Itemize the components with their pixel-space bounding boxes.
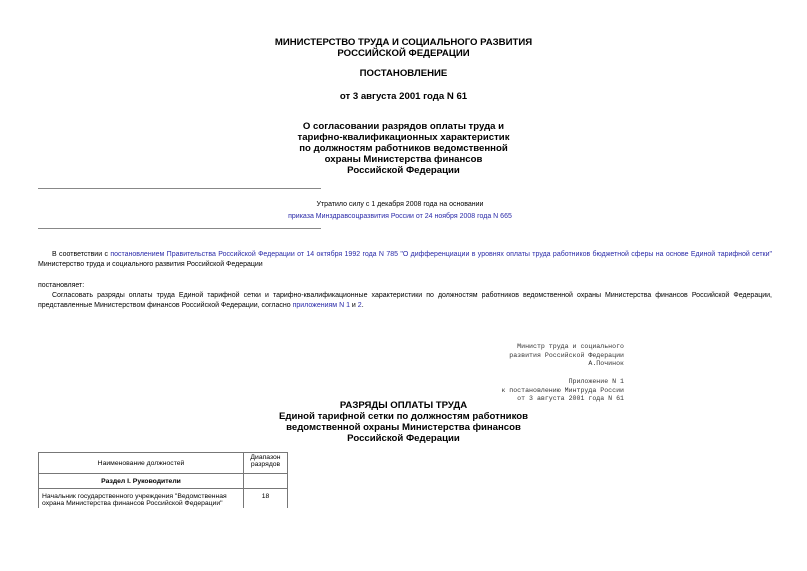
doc-subject — [0, 121, 807, 176]
subject-line-4: охраны Министерства финансов — [324, 154, 483, 165]
subject-line-3: по должностям работников ведомственной — [299, 143, 508, 154]
col-header-range — [244, 453, 288, 474]
position-range: 18 — [244, 489, 288, 509]
status-link[interactable]: приказа Минздравсоцразвития России от 24 ноября 2008 года N 665 — [288, 212, 512, 220]
resolution-text: Согласовать разряды оплаты труда Единой тарифной сетки и тарифно-квалификационные характеристики по должностям работников ведомственной охраны Министерства финансов Российской Федерации, представленные Министерством финансов Российской Федерации, согласно — [38, 292, 772, 309]
col-header-positions: Наименование должностей — [39, 453, 244, 474]
status-line: Утратило силу с 1 декабря 2008 года на основании — [316, 201, 484, 208]
ministry-line-1: МИНИСТЕРСТВО ТРУДА И СОЦИАЛЬНОГО РАЗВИТИЯ — [274, 37, 533, 48]
doc-date: от 3 августа 2001 года N 61 — [339, 91, 468, 102]
section-heading: Раздел I. Руководители — [39, 474, 244, 489]
appendix-title-line-4: Российской Федерации — [347, 433, 460, 444]
resolution-end: . — [361, 301, 364, 309]
section-empty-cell — [244, 474, 288, 489]
resolves-label: постановляет: — [38, 282, 85, 289]
subject-line-1: О согласовании разрядов оплаты труда и — [302, 121, 505, 132]
doc-type: ПОСТАНОВЛЕНИЕ — [359, 68, 448, 79]
appendix-2-link[interactable]: 2 — [357, 301, 362, 309]
ranks-table-wrapper — [38, 452, 288, 512]
preamble-prefix: В соответствии с — [52, 251, 111, 258]
position-name-line-2: охрана Министерства финансов Российской Федерации" — [42, 500, 223, 507]
appendix-title-line-3: ведомственной охраны Министерства финансов — [286, 422, 521, 433]
appendix-ref-line-2: к постановлению Минтруда России — [501, 386, 624, 394]
ministry-title — [0, 37, 807, 59]
subject-line-5: Российской Федерации — [347, 165, 460, 176]
table-row — [39, 489, 288, 509]
appendix-ref-line-3: от 3 августа 2001 года N 61 — [517, 395, 624, 403]
ranks-table — [38, 452, 288, 508]
signature-line-1: Министр труда и социального — [517, 343, 624, 350]
signature-line-3: А.Починок — [588, 360, 624, 368]
resolution-and: и — [349, 301, 358, 309]
signature-block — [424, 343, 624, 369]
table-header-row — [39, 453, 288, 474]
subject-line-2: тарифно-квалификационных характеристик — [297, 132, 510, 143]
appendix-1-link[interactable]: приложениям N 1 — [292, 301, 350, 309]
position-name-line-1: Начальник государственного учреждения "Ведомственная — [42, 493, 227, 500]
status-note — [250, 200, 550, 221]
position-name — [39, 489, 244, 509]
preamble-paragraph — [38, 250, 772, 269]
appendix-title-line-2: Единой тарифной сетки по должностям работников — [278, 411, 529, 422]
table-section-row — [39, 474, 288, 489]
divider-bottom — [38, 228, 321, 229]
col-header-range-line-1: Диапазон — [250, 454, 281, 461]
divider-top — [38, 188, 321, 189]
appendix-ref-line-1: Приложение N 1 — [568, 378, 624, 385]
ministry-line-2: РОССИЙСКОЙ ФЕДЕРАЦИИ — [337, 48, 470, 59]
signature-line-2: развития Российской Федерации — [509, 351, 624, 359]
appendix-title — [0, 400, 807, 444]
government-decree-link[interactable]: постановлением Правительства Российской Федерации от 14 октября 1992 года N 785 "О дифференциации в уровнях оплаты труда работников бюджетной сферы на основе Единой тарифной сетки" — [110, 251, 773, 258]
preamble-suffix: Министерство труда и социального развития Российской Федерации — [38, 260, 263, 268]
appendix-title-line-1: РАЗРЯДЫ ОПЛАТЫ ТРУДА — [339, 400, 468, 411]
col-header-range-line-2: разрядов — [250, 461, 281, 468]
resolution-paragraph — [38, 291, 772, 310]
